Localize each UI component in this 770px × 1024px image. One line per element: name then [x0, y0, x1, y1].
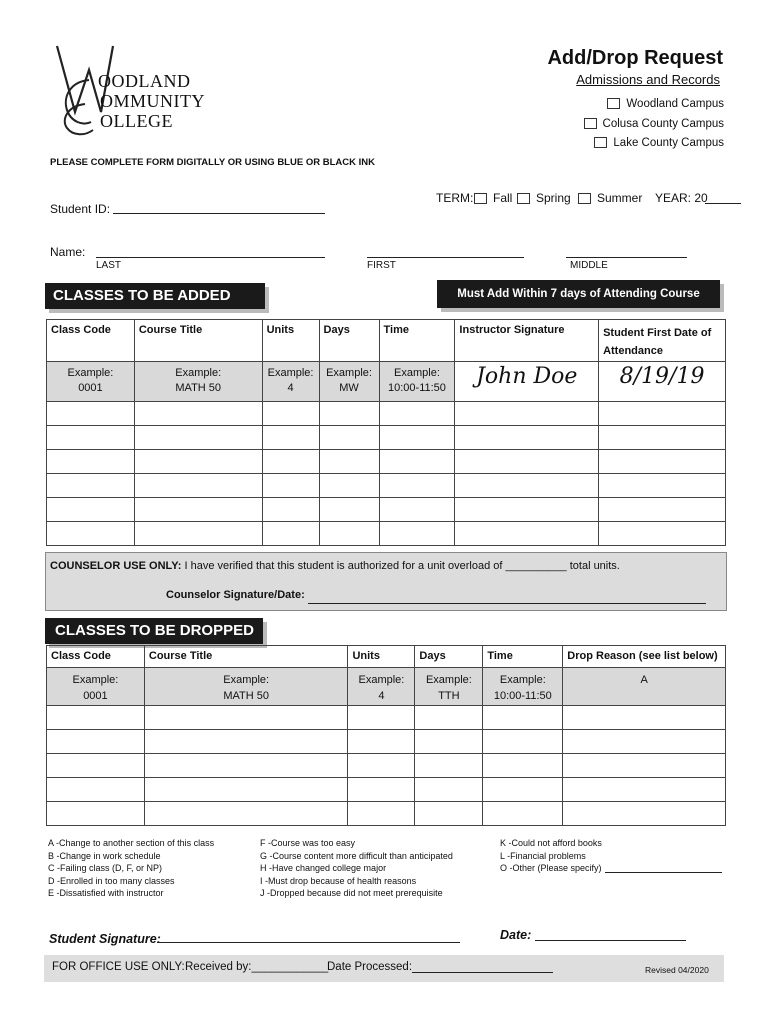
- list-item: B -Change in work schedule: [48, 850, 161, 861]
- drop-header-row: [47, 646, 726, 668]
- example-label: Example:: [358, 674, 405, 686]
- list-item: L -Financial problems: [500, 850, 586, 861]
- table-row[interactable]: [47, 402, 726, 426]
- example-reason: A: [640, 674, 648, 686]
- table-row[interactable]: [47, 730, 726, 754]
- student-id-field[interactable]: [113, 213, 325, 214]
- term-label: TERM:: [436, 191, 474, 205]
- last-name-field[interactable]: [96, 257, 325, 258]
- col-time: Time: [379, 320, 455, 362]
- example-units: 4: [287, 382, 294, 394]
- date-field[interactable]: [535, 940, 686, 941]
- year-field[interactable]: [705, 203, 741, 204]
- col-days: Days: [415, 646, 483, 668]
- list-item: E -Dissatisfied with instructor: [48, 888, 164, 898]
- example-date: 8/19/19: [619, 364, 705, 389]
- revision-date: Revised 04/2020: [645, 965, 709, 975]
- table-row[interactable]: [47, 426, 726, 450]
- example-label: Example:: [326, 367, 372, 379]
- list-item: F -Course was too easy: [260, 838, 356, 848]
- drop-example-row: [47, 668, 726, 706]
- list-item: O -Other (Please specify): [500, 863, 602, 873]
- example-time: 10:00-11:50: [388, 382, 446, 394]
- office-label: FOR OFFICE USE ONLY:: [52, 961, 185, 973]
- received-by: Received by:____________: [185, 961, 329, 973]
- add-header-row: [47, 320, 726, 362]
- counselor-sig-field[interactable]: [308, 603, 706, 604]
- term-spring[interactable]: Spring: [517, 191, 571, 205]
- term-fall[interactable]: Fall: [474, 191, 512, 205]
- reasons-column-3: [500, 837, 602, 875]
- table-row[interactable]: [47, 754, 726, 778]
- checkbox-icon: [517, 193, 530, 204]
- list-item: J -Dropped because did not meet prerequisite: [260, 888, 443, 898]
- other-reason-field[interactable]: [605, 872, 722, 873]
- example-units: 4: [378, 690, 385, 702]
- checkbox-icon: [578, 193, 591, 204]
- instructions: PLEASE COMPLETE FORM DIGITALLY OR USING BLUE OR BLACK INK: [50, 157, 375, 168]
- campus-lake[interactable]: Lake County Campus: [594, 137, 724, 149]
- table-row[interactable]: [47, 498, 726, 522]
- student-id-label: Student ID:: [50, 202, 111, 216]
- example-days: MW: [339, 382, 359, 394]
- col-drop-reason: Drop Reason (see list below): [563, 646, 726, 668]
- table-row[interactable]: [47, 802, 726, 826]
- reasons-column-2: [260, 837, 453, 900]
- date-label: Date:: [500, 928, 532, 942]
- example-code: 0001: [83, 690, 108, 702]
- col-units: Units: [348, 646, 415, 668]
- example-days: TTH: [438, 690, 460, 702]
- drop-section-heading: CLASSES TO BE DROPPED: [45, 618, 263, 644]
- table-row[interactable]: [47, 706, 726, 730]
- college-logo: [55, 42, 225, 137]
- form-subtitle: Admissions and Records: [576, 72, 720, 87]
- list-item: I -Must drop because of health reasons: [260, 875, 417, 886]
- first-label: FIRST: [367, 260, 396, 271]
- list-item: A -Change to another section of this class: [48, 838, 215, 848]
- example-label: Example:: [499, 674, 546, 686]
- counselor-text: COUNSELOR USE ONLY: I have verified that this student is authorized for a unit overload of __________ total units.: [50, 560, 620, 572]
- checkbox-icon: [584, 118, 597, 129]
- counselor-box: [45, 552, 727, 611]
- middle-label: MIDDLE: [570, 260, 608, 271]
- add-classes-table: [46, 319, 726, 546]
- example-time: 10:00-11:50: [493, 690, 552, 702]
- example-label: Example:: [72, 674, 119, 686]
- example-label: Example:: [267, 367, 314, 379]
- checkbox-icon: [474, 193, 487, 204]
- logo-line-2: OMMUNITY: [100, 91, 205, 111]
- date-processed-label: Date Processed:: [327, 961, 413, 973]
- logo-line-1: OODLAND: [98, 71, 191, 91]
- example-label: Example:: [67, 367, 114, 379]
- list-item: D -Enrolled in too many classes: [48, 875, 175, 886]
- form-title: Add/Drop Request: [547, 47, 723, 69]
- list-item: C -Failing class (D, F, or NP): [48, 863, 163, 873]
- table-row[interactable]: [47, 450, 726, 474]
- table-row[interactable]: [47, 522, 726, 546]
- col-first-date: Student First Date of Attendance: [599, 320, 726, 362]
- col-instructor-signature: Instructor Signature: [455, 320, 599, 362]
- name-label: Name:: [50, 245, 86, 259]
- last-label: LAST: [96, 260, 122, 271]
- example-signature: John Doe: [476, 364, 578, 389]
- example-label: Example:: [223, 674, 270, 686]
- col-course-title: Course Title: [144, 646, 348, 668]
- list-item: H -Have changed college major: [260, 863, 387, 873]
- example-title: MATH 50: [223, 690, 269, 702]
- table-row[interactable]: [47, 778, 726, 802]
- drop-classes-table: [46, 645, 726, 826]
- year-label: YEAR: 20: [655, 191, 708, 205]
- checkbox-icon: [607, 98, 620, 109]
- col-time: Time: [483, 646, 563, 668]
- first-name-field[interactable]: [367, 257, 524, 258]
- logo-line-3: OLLEGE: [100, 111, 173, 131]
- campus-woodland[interactable]: Woodland Campus: [607, 98, 724, 110]
- date-processed-field[interactable]: [412, 972, 553, 973]
- example-label: Example:: [394, 367, 440, 379]
- add-example-row: [47, 362, 726, 402]
- col-class-code: Class Code: [47, 320, 135, 362]
- table-row[interactable]: [47, 474, 726, 498]
- reasons-column-1: [48, 837, 214, 900]
- col-course-title: Course Title: [134, 320, 262, 362]
- student-signature-label: Student Signature:: [49, 932, 161, 946]
- col-days: Days: [319, 320, 379, 362]
- example-label: Example:: [175, 367, 222, 379]
- checkbox-icon: [594, 137, 607, 148]
- example-label: Example:: [425, 674, 472, 686]
- office-use-bar: [44, 955, 724, 982]
- list-item: G -Course content more difficult than anticipated: [260, 850, 453, 861]
- list-item: K -Could not afford books: [500, 838, 602, 848]
- campus-colusa[interactable]: Colusa County Campus: [584, 118, 724, 130]
- counselor-sig-label: Counselor Signature/Date:: [166, 589, 305, 601]
- term-summer[interactable]: Summer: [578, 191, 642, 205]
- example-code: 0001: [78, 382, 103, 394]
- col-class-code: Class Code: [47, 646, 145, 668]
- add-section-heading: CLASSES TO BE ADDED: [45, 283, 265, 309]
- student-signature-field[interactable]: [157, 942, 460, 943]
- middle-name-field[interactable]: [566, 257, 687, 258]
- add-deadline-note: Must Add Within 7 days of Attending Course: [437, 280, 720, 308]
- col-units: Units: [262, 320, 319, 362]
- example-title: MATH 50: [175, 382, 222, 394]
